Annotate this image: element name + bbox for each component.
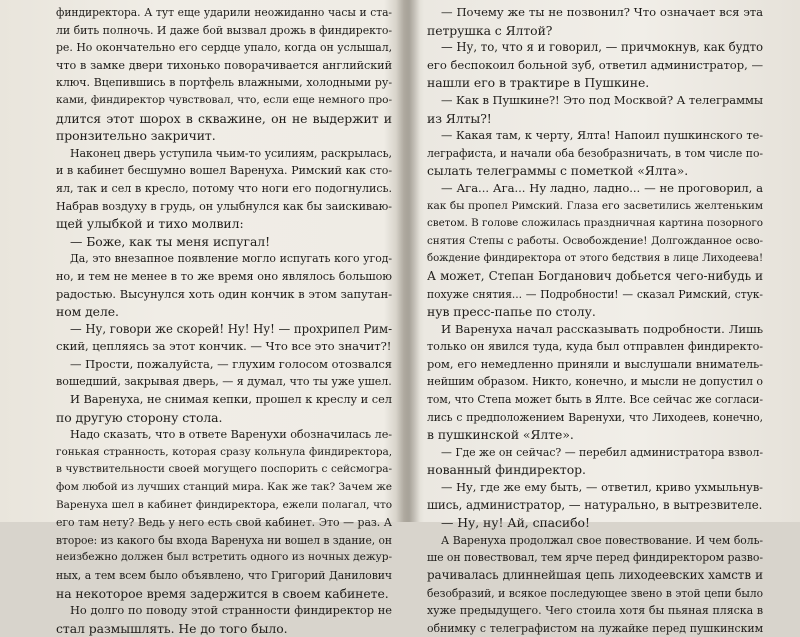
- text-line: Варенуха шел в кабинет финдиректора, ежели полагал, что: [56, 498, 392, 511]
- text-line: как бы пропел Римский. Глаза его засветились желтеньким: [427, 199, 763, 212]
- text-line: светом. В голове сложилась праздничная картина позорного: [427, 217, 763, 230]
- left-page-text: [56, 4, 392, 637]
- text-line: снятия Степы с работы. Освобождение! Долгожданное осво-: [427, 234, 763, 247]
- text-line: — Ага... Ага... Ну ладно, ладно... — не проговорил, а: [441, 180, 763, 195]
- text-line: ных, а тем всем было объявлено, что Григорий Данилович: [56, 569, 392, 582]
- text-line: — Ну, то, что я и говорил, — причмокнув, как будто: [441, 40, 763, 55]
- text-line: — Прости, пожалуйста, — глухим голосом отозвался: [70, 356, 392, 371]
- book-gutter: [396, 0, 420, 522]
- text-line: нашли его в трактире в Пушкине.: [427, 75, 650, 91]
- text-line: вошедший, закрывая дверь, — я думал, что ты уже ушел.: [56, 375, 392, 389]
- text-line: петрушка с Ялтой?: [427, 22, 553, 38]
- text-line: А может, Степан Богданович добьется чего-нибудь и: [427, 268, 763, 283]
- text-line: Да, это внезапное появление могло испугать кого угод-: [70, 252, 392, 266]
- text-line: Надо сказать, что в ответе Варенухи обозначилась ле-: [70, 428, 392, 442]
- text-line: ром, его немедленно приняли и выслушали вниматель-: [427, 356, 763, 371]
- right-page-text: [427, 4, 763, 637]
- text-line: нейшим образом. Никто, конечно, и мысли не допустил о: [427, 375, 763, 389]
- text-line: и в кабинет бесшумно вошел Варенуха. Римский как сто-: [56, 164, 392, 178]
- text-line: ключ. Вцепившись в портфель влажными, холодными ру-: [56, 76, 392, 90]
- text-line: И Варенуха, не снимая кепки, прошел к креслу и сел: [70, 392, 392, 407]
- text-line: неизбежно должен был встретить одного из ночных дежур-: [56, 551, 392, 564]
- text-line: сылать телеграммы с пометкой «Ялта».: [427, 163, 689, 179]
- text-line: в чувствительности своей могущего поспорить с сейсмогра-: [56, 463, 392, 476]
- text-line: нованный финдиректор.: [427, 462, 586, 478]
- text-line: но, и тем не менее в то же время оно являлось большою: [56, 269, 392, 283]
- text-line: что в замке двери тихонько поворачивается английский: [56, 58, 392, 72]
- text-line: только он явился туда, куда был отправлен финдиректо-: [427, 340, 763, 354]
- text-line: его там нету? Ведь у него есть свой кабинет. Это — раз. А: [56, 516, 392, 530]
- text-line: Набрав воздуху в грудь, он улыбнулся как бы заискиваю-: [56, 199, 392, 213]
- text-line: длится этот шорох в скважине, он не выдержит и: [56, 110, 392, 126]
- text-line: — Какая там, к черту, Ялта! Напоил пушкинского те-: [441, 129, 763, 143]
- text-line: второе: из какого бы входа Варенуха ни вошел в здание, он: [56, 533, 392, 547]
- text-line: ками, финдиректор чувствовал, что, если еще немного про-: [56, 93, 392, 106]
- text-line: лись с предположением Варенухи, что Лиходеев, конечно,: [427, 410, 763, 424]
- left-page: [56, 0, 392, 636]
- text-line: нув пресс-папье по столу.: [427, 304, 596, 320]
- text-line: — Где же он сейчас? — перебил администратора взвол-: [441, 445, 763, 459]
- text-line: фом любой из лучших станций мира. Как же так? Зачем же: [56, 481, 392, 494]
- text-line: ский, цепляясь за этот кончик. — Что все это значит?!: [56, 339, 392, 354]
- text-line: леграфиста, и начали оба безобразничать, в том числе по-: [427, 146, 763, 160]
- text-line: И Варенуха начал рассказывать подробности. Лишь: [441, 321, 763, 336]
- text-line: том, что Степа может быть в Ялте. Все сейчас же согласи-: [427, 393, 763, 407]
- text-line: ял, так и сел в кресло, потому что ноги его подогнулись.: [56, 181, 392, 195]
- text-line: ли бить полночь. И даже бой вызвал дрожь в финдиректо-: [56, 23, 392, 37]
- text-line: — Как в Пушкине?! Это под Москвой? А телеграммы: [441, 92, 763, 107]
- text-line: шись, администратор, — натурально, в вытрезвителе.: [427, 497, 763, 512]
- text-line: — Почему же ты не позвонил? Что означает вся эта: [441, 5, 763, 19]
- text-line: ре. Но окончательно его сердце упало, когда он услышал,: [56, 41, 392, 55]
- text-line: пронзительно закричит.: [56, 128, 216, 144]
- text-line: стал размышлять. Не до того было.: [56, 620, 288, 636]
- text-line: гонькая странность, которая сразу кольнула финдиректора,: [56, 445, 392, 458]
- text-line: — Ну, говори же скорей! Ну! Ну! — прохрипел Рим-: [70, 321, 392, 336]
- text-line: Наконец дверь уступила чьим-то усилиям, раскрылась,: [70, 146, 392, 160]
- right-page: [427, 0, 763, 635]
- text-line: бождение финдиректора от этого бедствия в лице Лиходеева!: [427, 253, 763, 265]
- text-line: радостью. Высунулся хоть один кончик в этом запутан-: [56, 286, 392, 301]
- text-line: А Варенуха продолжал свое повествование. И чем боль-: [441, 533, 763, 547]
- text-line: по другую сторону стола.: [56, 409, 223, 425]
- text-line: безобразий, и всякое последующее звено в этой цепи было: [427, 586, 763, 600]
- text-line: — Боже, как ты меня испугал!: [70, 233, 271, 249]
- text-line: щей улыбкой и тихо молвил:: [56, 216, 244, 232]
- text-line: рачивалась длиннейшая цепь лиходеевских хамств и: [427, 568, 763, 582]
- text-line: финдиректора. А тут еще ударили неожиданно часы и ста-: [56, 6, 392, 19]
- text-line: хуже предыдущего. Чего стоила хотя бы пьяная пляска в: [427, 604, 763, 618]
- text-line: на некоторое время задержится в своем кабинете.: [56, 585, 389, 601]
- text-line: Но долго по поводу этой странности финдиректор не: [70, 603, 392, 618]
- text-line: из Ялты?!: [427, 110, 492, 126]
- text-line: — Ну, где же ему быть, — ответил, криво ухмыльнув-: [441, 480, 763, 495]
- text-line: ше он повествовал, тем ярче перед финдиректором разво-: [427, 551, 763, 565]
- text-line: в пушкинской «Ялте».: [427, 427, 574, 443]
- text-line: обнимку с телеграфистом на лужайке перед пушкинским: [427, 621, 763, 635]
- text-line: похуже снятия... — Подробности! — сказал Римский, стук-: [427, 287, 763, 301]
- text-line: ном деле.: [56, 304, 119, 320]
- text-line: его беспокоил больной зуб, ответил администратор, —: [427, 57, 763, 72]
- text-line: — Ну, ну! Ай, спасибо!: [441, 515, 590, 531]
